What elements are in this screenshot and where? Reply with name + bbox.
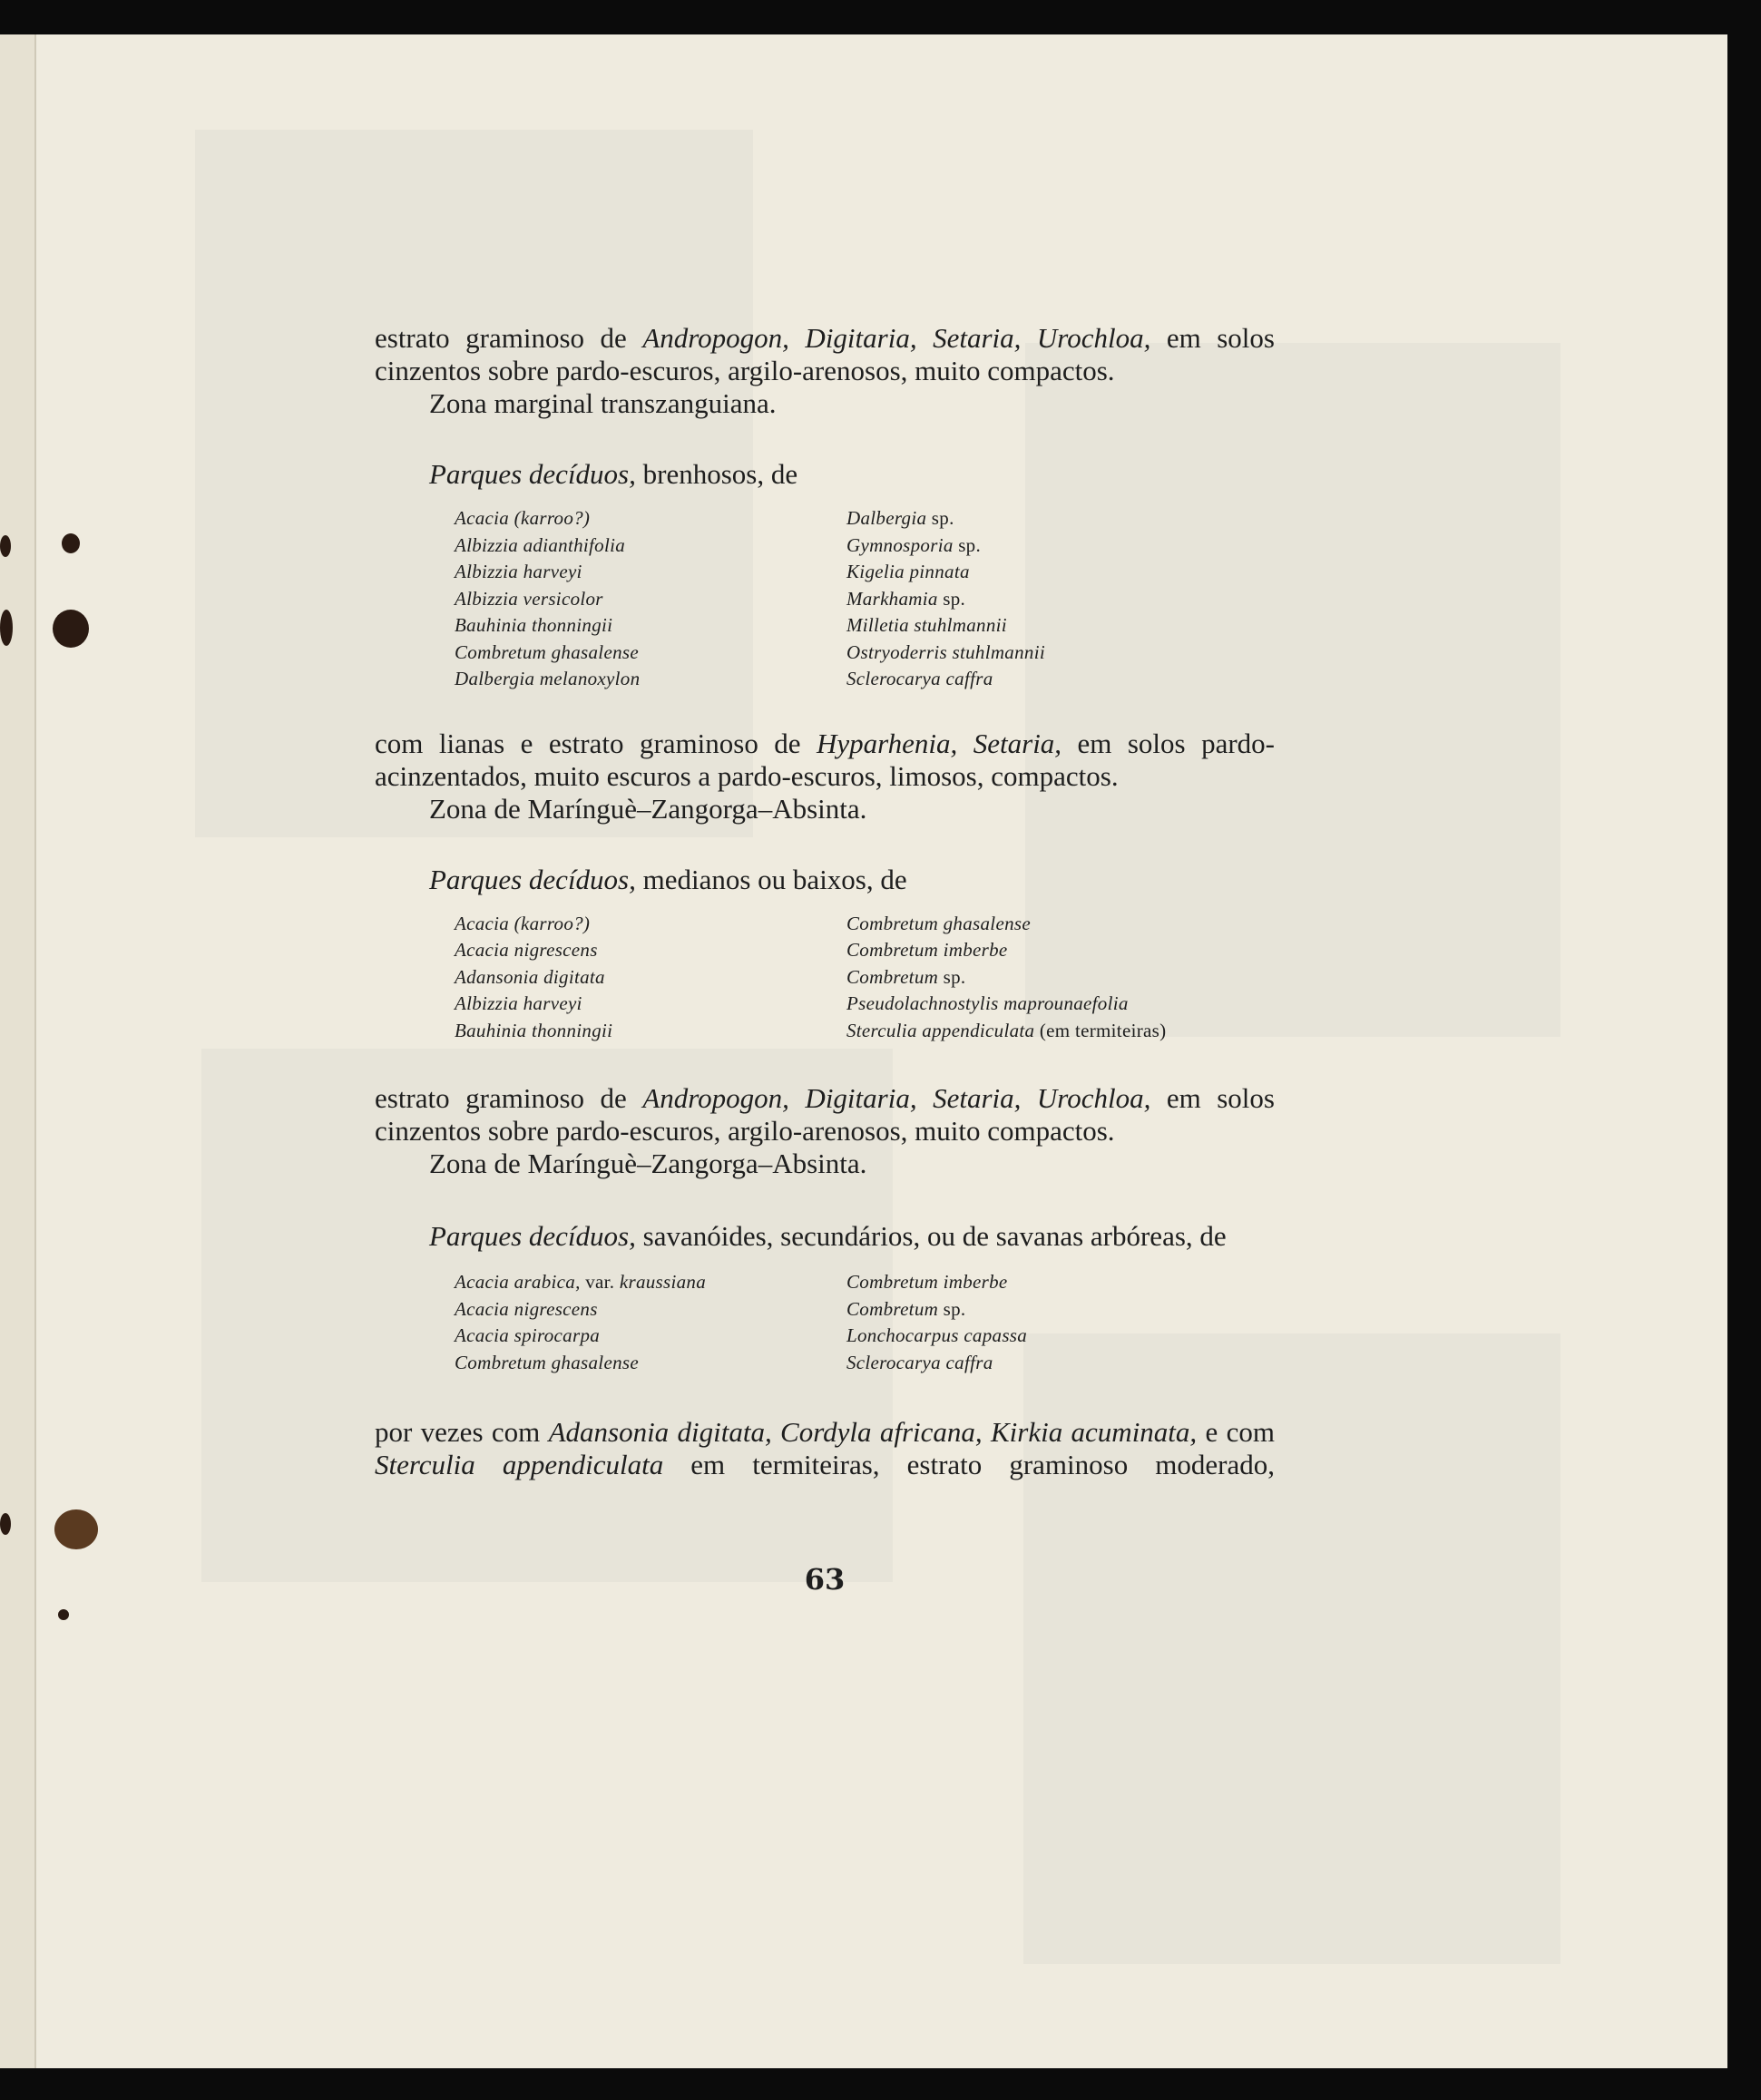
binding-hole-edge-2 bbox=[0, 610, 13, 646]
species-item: Dalbergia melanoxylon bbox=[455, 668, 641, 689]
species-item: Albizzia harveyi bbox=[455, 561, 582, 582]
species-item: Acacia nigrescens bbox=[455, 1297, 598, 1320]
section-heading: Parques decíduos, brenhosos, de bbox=[429, 458, 798, 490]
species-item: Acacia (karroo?) bbox=[455, 912, 591, 934]
species-item: Acacia arabica, var. kraussiana bbox=[455, 1271, 707, 1293]
species-item: Adansonia digitata bbox=[455, 965, 605, 988]
species-item: Bauhinia thonningii bbox=[455, 614, 613, 636]
binding-hole-edge-1 bbox=[0, 535, 11, 557]
species-column-left bbox=[455, 1269, 846, 1376]
species-item: Kigelia pinnata bbox=[846, 561, 970, 582]
species-item: Albizzia harveyi bbox=[455, 992, 582, 1014]
species-item: Ostryoderris stuhlmannii bbox=[846, 640, 1045, 663]
paragraph-grass-stratum-1: estrato graminoso de Andropogon, Digitaria, Setaria, Urochloa, em solos cinzentos sobre pardo-escuros, argilo-arenosos, muito compactos. bbox=[375, 322, 1275, 386]
species-item: Sclerocarya caffra bbox=[846, 1351, 993, 1373]
page-content bbox=[375, 322, 1275, 1597]
adjacent-page-edge bbox=[0, 34, 36, 2068]
binding-hole-3 bbox=[54, 1509, 98, 1549]
species-item: Combretum ghasalense bbox=[455, 640, 639, 663]
species-item: Acacia spirocarpa bbox=[455, 1324, 601, 1346]
species-list bbox=[375, 505, 1275, 693]
species-item: Markhamia sp. bbox=[846, 587, 966, 610]
zone-label: Zona de Marínguè–Zangorga–Absinta. bbox=[429, 1148, 867, 1179]
species-item: Combretum sp. bbox=[846, 965, 966, 988]
species-item: Milletia stuhlmannii bbox=[846, 614, 1007, 636]
species-column-right bbox=[846, 911, 1264, 1045]
species-item: Lonchocarpus capassa bbox=[846, 1324, 1028, 1346]
species-column-left bbox=[455, 911, 846, 1045]
species-list bbox=[375, 911, 1275, 1045]
species-item: Combretum imberbe bbox=[846, 939, 1008, 961]
species-item: Gymnosporia sp. bbox=[846, 533, 982, 556]
species-item: Sclerocarya caffra bbox=[846, 668, 993, 689]
species-list bbox=[375, 1269, 1275, 1376]
section-heading: Parques decíduos, medianos ou baixos, de bbox=[429, 863, 907, 895]
species-item: Combretum imberbe bbox=[846, 1271, 1008, 1293]
species-item: Acacia (karroo?) bbox=[455, 507, 591, 529]
species-item: Albizzia versicolor bbox=[455, 587, 603, 610]
zone-label: Zona de Marínguè–Zangorga–Absinta. bbox=[429, 792, 867, 825]
species-column-left bbox=[455, 505, 846, 693]
paragraph-lianas: com lianas e estrato graminoso de Hyparhenia, Setaria, em solos pardo-acinzentados, muito escuros a pardo-escuros, limosos, compactos. bbox=[375, 727, 1275, 792]
zone-label: Zona marginal transzanguiana. bbox=[429, 387, 777, 419]
paragraph-grass-stratum-2: estrato graminoso de Andropogon, Digitaria, Setaria, Urochloa, em solos cinzentos sobre pardo-escuros, argilo-arenosos, muito compactos. bbox=[375, 1082, 1275, 1147]
species-item: Combretum ghasalense bbox=[455, 1351, 639, 1373]
species-item: Bauhinia thonningii bbox=[455, 1019, 613, 1041]
paragraph-por-vezes: por vezes com Adansonia digitata, Cordyla africana, Kirkia acuminata, e com Sterculia appendiculata em termiteiras, estrato graminoso moderado, bbox=[375, 1416, 1275, 1480]
binding-hole-1 bbox=[62, 533, 80, 553]
species-column-right bbox=[846, 505, 1264, 693]
species-item: Combretum sp. bbox=[846, 1297, 966, 1320]
species-item: Albizzia adianthifolia bbox=[455, 533, 626, 556]
binding-hole-2 bbox=[53, 610, 89, 648]
species-item: Acacia nigrescens bbox=[455, 939, 598, 961]
binding-hole-4 bbox=[58, 1609, 69, 1620]
species-item: Dalbergia sp. bbox=[846, 507, 954, 529]
page-number: 63 bbox=[804, 1562, 846, 1597]
binding-hole-edge-3 bbox=[0, 1513, 11, 1535]
species-item: Combretum ghasalense bbox=[846, 912, 1031, 934]
species-item: Pseudolachnostylis maprounaefolia bbox=[846, 992, 1129, 1014]
species-column-right bbox=[846, 1269, 1264, 1376]
section-heading: Parques decíduos, savanóides, secundários, ou de savanas arbóreas, de bbox=[429, 1220, 1227, 1252]
species-item: Sterculia appendiculata (em termiteiras) bbox=[846, 1019, 1167, 1041]
